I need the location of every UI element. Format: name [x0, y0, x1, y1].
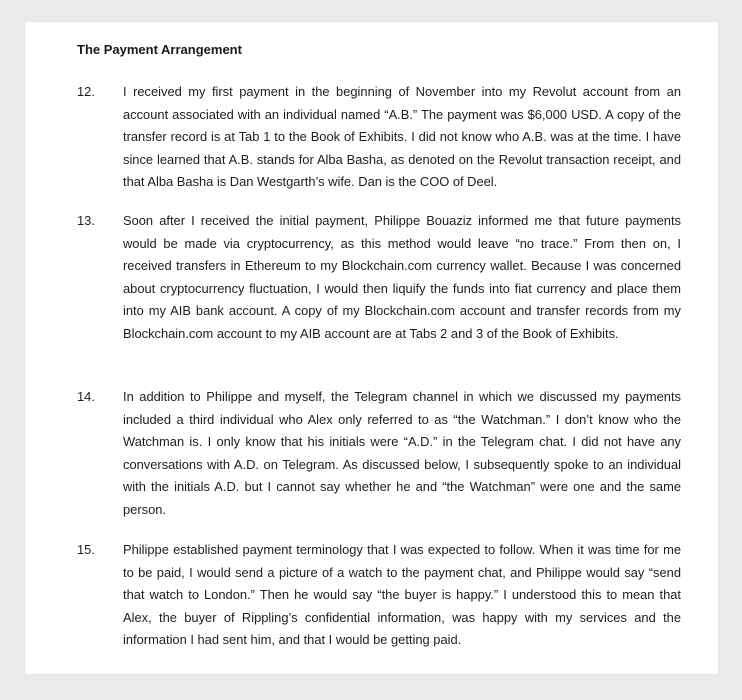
paragraph-number: 13.	[77, 213, 95, 228]
section-heading: The Payment Arrangement	[77, 42, 242, 57]
paragraph-15	[77, 539, 681, 652]
paragraph-14	[77, 386, 681, 521]
paragraph-text: Soon after I received the initial payment, Philippe Bouaziz informed me that future payments would be made via cryptocurrency, as this method would leave “no trace.” From then on, I received transfers in Ethereum to my Blockchain.com currency wallet. Because I was concerned about cryptocurrency fluctuation, I would then liquify the funds into fiat currency and place them into my AIB bank account. A copy of my Blockchain.com account and transfer records from my Blockchain.com account to my AIB account are at Tabs 2 and 3 of the Book of Exhibits.	[123, 213, 681, 341]
document-page	[25, 22, 718, 674]
paragraph-number: 14.	[77, 389, 95, 404]
paragraph-text: I received my first payment in the beginning of November into my Revolut account from an account associated with an individual named “A.B.” The payment was $6,000 USD. A copy of the transfer record is at Tab 1 to the Book of Exhibits. I did not know who A.B. was at the time. I have since learned that A.B. stands for Alba Basha, as denoted on the Revolut transaction receipt, and that Alba Basha is Dan Westgarth’s wife. Dan is the COO of Deel.	[123, 84, 681, 189]
paragraph-number: 15.	[77, 542, 95, 557]
paragraph-13	[77, 210, 681, 345]
paragraph-text: In addition to Philippe and myself, the Telegram channel in which we discussed my payments included a third individual who Alex only referred to as “the Watchman.” I don’t know who the Watchman is. I only know that his initials were “A.D.” in the Telegram chat. I did not have any conversations with A.D. on Telegram. As discussed below, I subsequently spoke to an individual with the initials A.D. but I cannot say whether he and “the Watchman” were one and the same person.	[123, 389, 681, 517]
paragraph-text: Philippe established payment terminology that I was expected to follow. When it was time for me to be paid, I would send a picture of a watch to the payment chat, and Philippe would say “send that watch to London.” Then he would say “the buyer is happy.” I understood this to mean that Alex, the buyer of Rippling’s confidential information, was happy with my services and the information I had sent him, and that I would be getting paid.	[123, 542, 681, 647]
paragraph-12	[77, 81, 681, 194]
paragraph-number: 12.	[77, 84, 95, 99]
